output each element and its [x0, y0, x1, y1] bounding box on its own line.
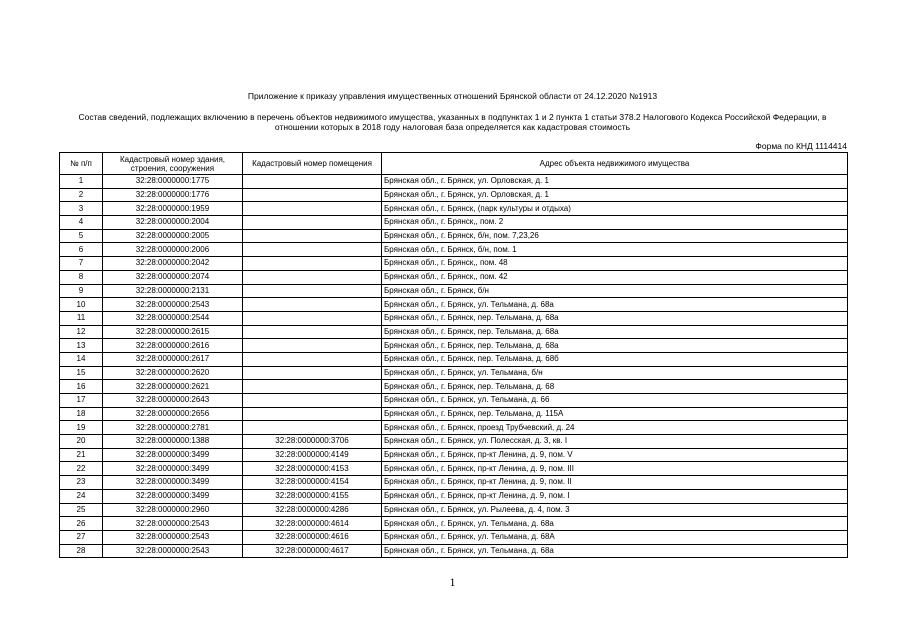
- page-title: Приложение к приказу управления имущественных отношений Брянской области от 24.12.2020 №1913: [247, 91, 658, 101]
- cell-address: Брянская обл., г. Брянск, б/н, пом. 7,23,26: [382, 229, 848, 243]
- cell-number: 28: [60, 544, 103, 558]
- table-row: [60, 188, 848, 202]
- cell-building-cadastral: 32:28:0000000:2005: [103, 229, 243, 243]
- cell-number: 6: [60, 243, 103, 257]
- cell-address: Брянская обл., г. Брянск, ул. Полесская, д. 3, кв. I: [382, 435, 848, 449]
- cell-building-cadastral: 32:28:0000000:2617: [103, 352, 243, 366]
- table-row: [60, 339, 848, 353]
- cell-address: Брянская обл., г. Брянск,, пом. 2: [382, 216, 848, 230]
- cell-number: 7: [60, 257, 103, 271]
- cell-room-cadastral: [243, 352, 382, 366]
- cell-building-cadastral: 32:28:0000000:2074: [103, 270, 243, 284]
- cell-address: Брянская обл., г. Брянск, пр-кт Ленина, д. 9, пом. II: [382, 476, 848, 490]
- cell-building-cadastral: 32:28:0000000:2643: [103, 394, 243, 408]
- table-row: [60, 544, 848, 558]
- cell-number: 22: [60, 462, 103, 476]
- table-row: [60, 366, 848, 380]
- cell-address: Брянская обл., г. Брянск, ул. Тельмана, д. 68а: [382, 298, 848, 312]
- cell-room-cadastral: [243, 243, 382, 257]
- table-row: [60, 380, 848, 394]
- cell-room-cadastral: [243, 407, 382, 421]
- column-header-address: Адрес объекта недвижимого имущества: [382, 153, 848, 175]
- cell-room-cadastral: [243, 284, 382, 298]
- cell-number: 5: [60, 229, 103, 243]
- cell-address: Брянская обл., г. Брянск,, пом. 42: [382, 270, 848, 284]
- cell-building-cadastral: 32:28:0000000:2544: [103, 311, 243, 325]
- table-row: [60, 476, 848, 490]
- cell-room-cadastral: 32:28:0000000:4149: [243, 448, 382, 462]
- column-header-number: № п/п: [60, 153, 103, 175]
- table-row: [60, 243, 848, 257]
- page-number: 1: [449, 575, 456, 589]
- cell-building-cadastral: 32:28:0000000:2006: [103, 243, 243, 257]
- form-code: Форма по КНД 1114414: [755, 141, 847, 151]
- cell-address: Брянская обл., г. Брянск,, пом. 48: [382, 257, 848, 271]
- table-row: [60, 325, 848, 339]
- cell-address: Брянская обл., г. Брянск, ул. Тельмана, д. 68А: [382, 530, 848, 544]
- table-row: [60, 311, 848, 325]
- cell-number: 9: [60, 284, 103, 298]
- cell-number: 4: [60, 216, 103, 230]
- cell-address: Брянская обл., г. Брянск, пер. Тельмана, д. 68а: [382, 325, 848, 339]
- cell-room-cadastral: [243, 394, 382, 408]
- cell-building-cadastral: 32:28:0000000:2621: [103, 380, 243, 394]
- cell-number: 14: [60, 352, 103, 366]
- cell-number: 21: [60, 448, 103, 462]
- cell-room-cadastral: [243, 257, 382, 271]
- table-row: [60, 407, 848, 421]
- cell-address: Брянская обл., г. Брянск, (парк культуры и отдыха): [382, 202, 848, 216]
- cell-address: Брянская обл., г. Брянск, проезд Трубчевский, д. 24: [382, 421, 848, 435]
- cell-building-cadastral: 32:28:0000000:2543: [103, 298, 243, 312]
- cell-number: 10: [60, 298, 103, 312]
- cell-building-cadastral: 32:28:0000000:3499: [103, 448, 243, 462]
- cell-building-cadastral: 32:28:0000000:2131: [103, 284, 243, 298]
- cell-room-cadastral: [243, 270, 382, 284]
- cell-room-cadastral: 32:28:0000000:4614: [243, 517, 382, 531]
- cell-building-cadastral: 32:28:0000000:2656: [103, 407, 243, 421]
- cell-number: 11: [60, 311, 103, 325]
- cell-address: Брянская обл., г. Брянск, ул. Тельмана, д. 68а: [382, 544, 848, 558]
- cell-address: Брянская обл., г. Брянск, пр-кт Ленина, д. 9, пом. III: [382, 462, 848, 476]
- cell-number: 17: [60, 394, 103, 408]
- cell-room-cadastral: 32:28:0000000:4617: [243, 544, 382, 558]
- cell-room-cadastral: [243, 202, 382, 216]
- cell-room-cadastral: [243, 380, 382, 394]
- cell-building-cadastral: 32:28:0000000:2781: [103, 421, 243, 435]
- table-row: [60, 284, 848, 298]
- cell-room-cadastral: 32:28:0000000:3706: [243, 435, 382, 449]
- cell-address: Брянская обл., г. Брянск, ул. Тельмана, д. 66: [382, 394, 848, 408]
- cell-number: 16: [60, 380, 103, 394]
- cell-room-cadastral: [243, 366, 382, 380]
- cell-building-cadastral: 32:28:0000000:1775: [103, 175, 243, 189]
- cell-room-cadastral: [243, 188, 382, 202]
- table-row: [60, 503, 848, 517]
- table-row: [60, 270, 848, 284]
- cell-building-cadastral: 32:28:0000000:3499: [103, 476, 243, 490]
- table-row: [60, 394, 848, 408]
- table-row: [60, 517, 848, 531]
- cell-address: Брянская обл., г. Брянск, пер. Тельмана, д. 68а: [382, 339, 848, 353]
- cell-room-cadastral: [243, 339, 382, 353]
- cell-address: Брянская обл., г. Брянск, пер. Тельмана, д. 68а: [382, 311, 848, 325]
- cell-address: Брянская обл., г. Брянск, пр-кт Ленина, д. 9, пом. I: [382, 489, 848, 503]
- property-table: [59, 152, 848, 558]
- cell-address: Брянская обл., г. Брянск, ул. Тельмана, б/н: [382, 366, 848, 380]
- cell-room-cadastral: 32:28:0000000:4286: [243, 503, 382, 517]
- table-row: [60, 435, 848, 449]
- cell-room-cadastral: 32:28:0000000:4155: [243, 489, 382, 503]
- cell-address: Брянская обл., г. Брянск, б/н: [382, 284, 848, 298]
- table-row: [60, 257, 848, 271]
- cell-address: Брянская обл., г. Брянск, пер. Тельмана, д. 68б: [382, 352, 848, 366]
- cell-room-cadastral: [243, 325, 382, 339]
- cell-number: 15: [60, 366, 103, 380]
- cell-address: Брянская обл., г. Брянск, ул. Орловская, д. 1: [382, 175, 848, 189]
- cell-number: 26: [60, 517, 103, 531]
- cell-number: 20: [60, 435, 103, 449]
- cell-number: 13: [60, 339, 103, 353]
- cell-room-cadastral: [243, 421, 382, 435]
- table-row: [60, 298, 848, 312]
- cell-number: 12: [60, 325, 103, 339]
- table-row: [60, 202, 848, 216]
- cell-number: 2: [60, 188, 103, 202]
- cell-building-cadastral: 32:28:0000000:2960: [103, 503, 243, 517]
- cell-address: Брянская обл., г. Брянск, ул. Тельмана, д. 68а: [382, 517, 848, 531]
- table-header-row: [60, 153, 848, 175]
- cell-building-cadastral: 32:28:0000000:3499: [103, 489, 243, 503]
- cell-address: Брянская обл., г. Брянск, ул. Орловская, д. 1: [382, 188, 848, 202]
- table-row: [60, 229, 848, 243]
- cell-building-cadastral: 32:28:0000000:1959: [103, 202, 243, 216]
- cell-number: 18: [60, 407, 103, 421]
- cell-address: Брянская обл., г. Брянск, ул. Рылеева, д. 4, пом. 3: [382, 503, 848, 517]
- cell-number: 27: [60, 530, 103, 544]
- cell-room-cadastral: [243, 175, 382, 189]
- cell-room-cadastral: [243, 216, 382, 230]
- cell-address: Брянская обл., г. Брянск, б/н, пом. 1: [382, 243, 848, 257]
- table-row: [60, 462, 848, 476]
- table-row: [60, 216, 848, 230]
- cell-number: 8: [60, 270, 103, 284]
- cell-building-cadastral: 32:28:0000000:2543: [103, 530, 243, 544]
- cell-number: 1: [60, 175, 103, 189]
- cell-room-cadastral: 32:28:0000000:4154: [243, 476, 382, 490]
- table-row: [60, 421, 848, 435]
- page-subtitle: Состав сведений, подлежащих включению в перечень объектов недвижимого имущества, указанных в подпунктах 1 и 2 пункта 1 статьи 378.2 Налогового Кодекса Российской Федерации, в отношении которых в 2018 году налоговая база определяется как кадастровая стоимость: [78, 112, 827, 132]
- column-header-room-cadastral: Кадастровый номер помещения: [243, 153, 382, 175]
- table-body: [60, 175, 848, 558]
- table-row: [60, 530, 848, 544]
- cell-address: Брянская обл., г. Брянск, пер. Тельмана, д. 115А: [382, 407, 848, 421]
- table-row: [60, 448, 848, 462]
- table-row: [60, 352, 848, 366]
- cell-number: 3: [60, 202, 103, 216]
- cell-number: 19: [60, 421, 103, 435]
- cell-building-cadastral: 32:28:0000000:2615: [103, 325, 243, 339]
- cell-number: 24: [60, 489, 103, 503]
- table-row: [60, 175, 848, 189]
- cell-room-cadastral: [243, 229, 382, 243]
- cell-building-cadastral: 32:28:0000000:2620: [103, 366, 243, 380]
- cell-room-cadastral: [243, 311, 382, 325]
- cell-building-cadastral: 32:28:0000000:2004: [103, 216, 243, 230]
- column-header-building-cadastral: Кадастровый номер здания, строения, сооружения: [103, 153, 243, 175]
- cell-building-cadastral: 32:28:0000000:1388: [103, 435, 243, 449]
- cell-building-cadastral: 32:28:0000000:2616: [103, 339, 243, 353]
- table-row: [60, 489, 848, 503]
- cell-room-cadastral: [243, 298, 382, 312]
- cell-number: 23: [60, 476, 103, 490]
- cell-building-cadastral: 32:28:0000000:2042: [103, 257, 243, 271]
- cell-building-cadastral: 32:28:0000000:2543: [103, 517, 243, 531]
- cell-building-cadastral: 32:28:0000000:1776: [103, 188, 243, 202]
- cell-building-cadastral: 32:28:0000000:2543: [103, 544, 243, 558]
- cell-room-cadastral: 32:28:0000000:4153: [243, 462, 382, 476]
- cell-address: Брянская обл., г. Брянск, пр-кт Ленина, д. 9, пом. V: [382, 448, 848, 462]
- cell-building-cadastral: 32:28:0000000:3499: [103, 462, 243, 476]
- cell-address: Брянская обл., г. Брянск, пер. Тельмана, д. 68: [382, 380, 848, 394]
- cell-room-cadastral: 32:28:0000000:4616: [243, 530, 382, 544]
- cell-number: 25: [60, 503, 103, 517]
